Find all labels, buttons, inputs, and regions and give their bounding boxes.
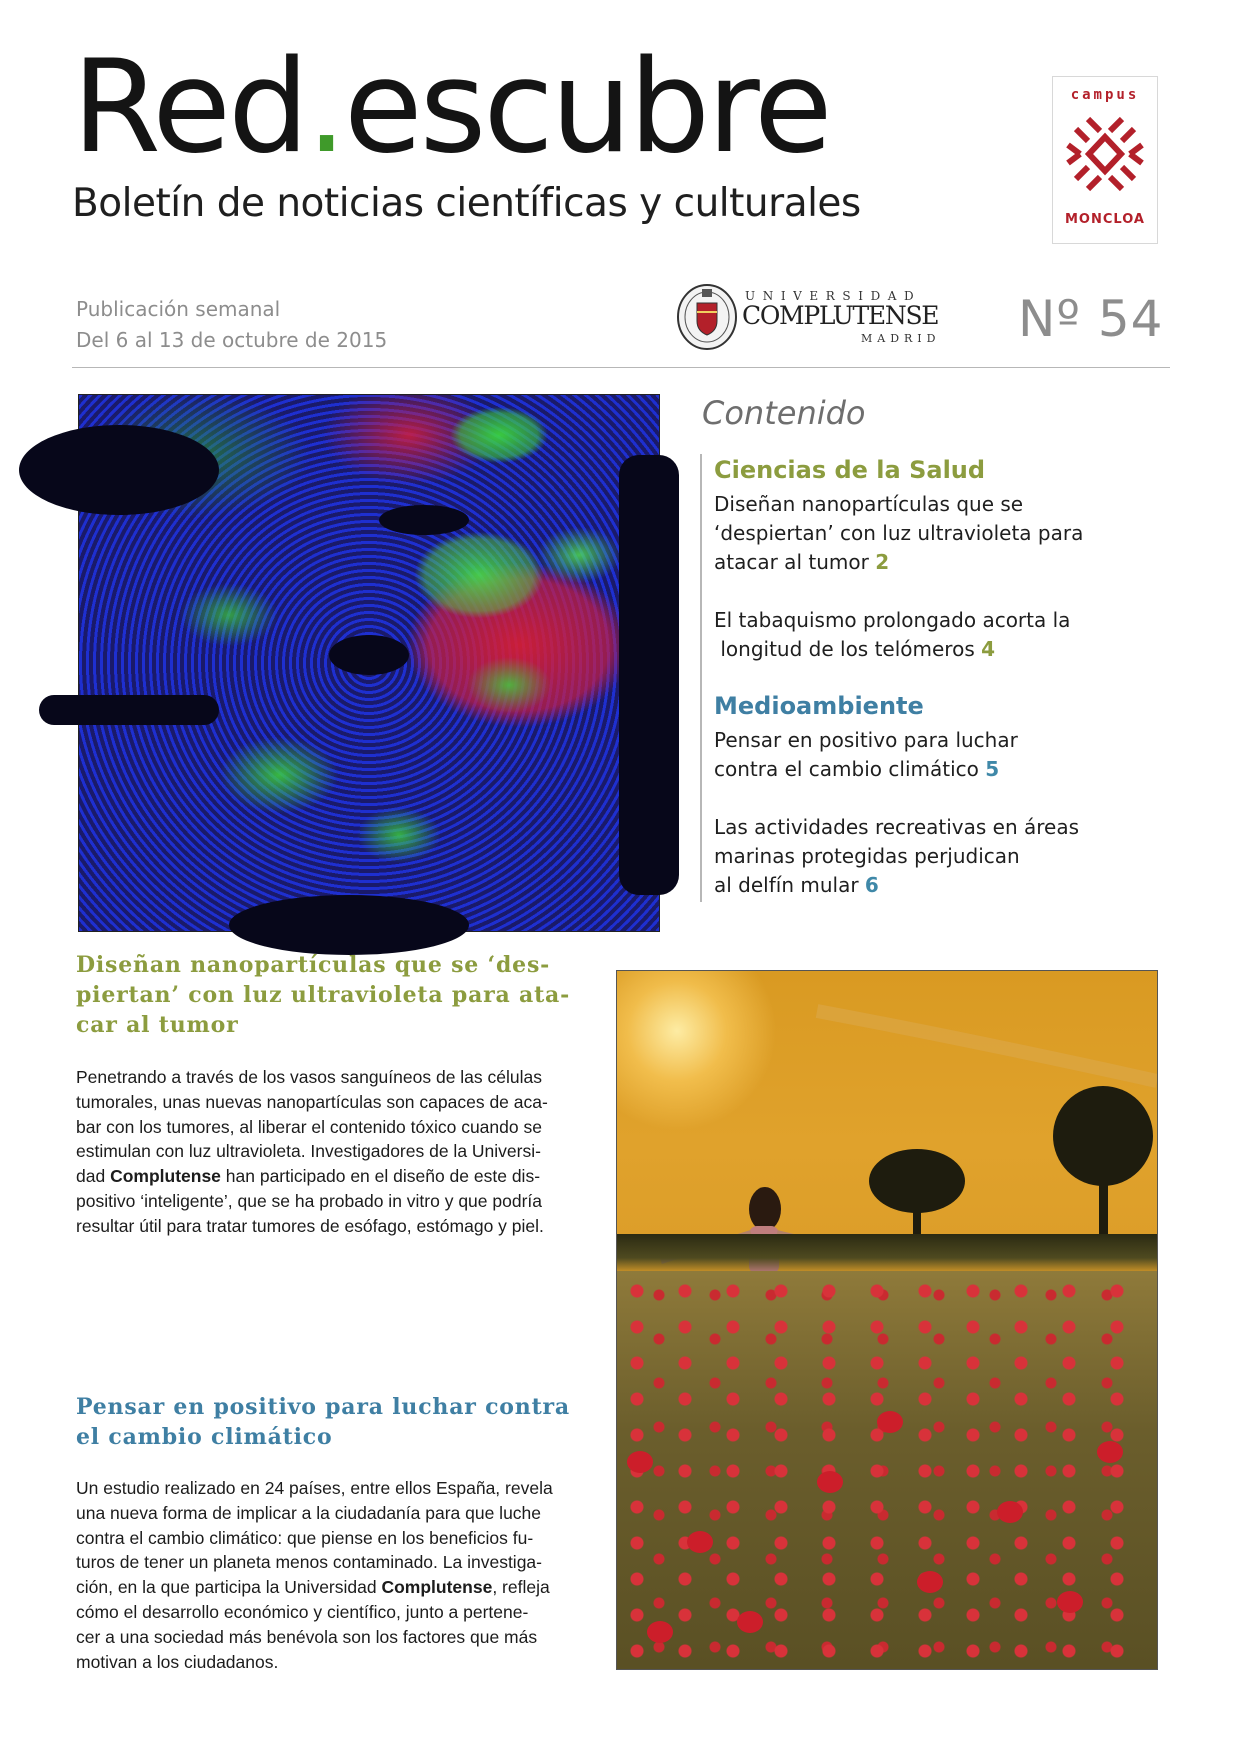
issue-number: Nº 54 — [1018, 290, 1164, 348]
contents-panel — [700, 394, 1160, 897]
contents-section-title: Ciencias de la Salud — [714, 456, 986, 484]
university-logo-line3: MADRID — [861, 332, 941, 345]
highlight-complutense: Complutense — [381, 1577, 493, 1598]
article-title[interactable]: Pensar en positivo para luchar contra el cambio climático — [76, 1394, 570, 1450]
article-body: Un estudio realizado en 24 países, entre ellos España, revela una nueva forma de implicar a la ciudadanía para que luche contra el cambio climático: que piense en los beneficios fu- turos de tener un planeta menos contaminado. La investiga- ción, en la que participa la Universidad Complutense, refleja cómo el desarrollo económico y científico, junto a pertene- cer a una sociedad más benévola son los factores que más motivan a los ciudadanos. — [76, 1478, 553, 1672]
publication-info — [76, 294, 387, 356]
contents-entry[interactable]: Diseñan nanopartículas que se ‘despiertan’ con luz ultravioleta para atacar al tumor 2 — [714, 492, 1084, 574]
page-number: 5 — [985, 757, 1000, 781]
highlight-complutense: Complutense — [110, 1166, 221, 1187]
masthead — [72, 33, 972, 228]
campus-moncloa-emblem-icon — [1066, 111, 1144, 197]
university-crest-icon — [675, 281, 739, 351]
contents-section-title: Medioambiente — [714, 692, 924, 720]
tagline: Boletín de noticias científicas y culturales — [72, 181, 861, 226]
brand-title: Red.escubre — [72, 33, 830, 182]
publication-frequency: Publicación semanal — [76, 297, 281, 321]
article-title[interactable]: Diseñan nanopartículas que se ‘des- piertan’ con luz ultravioleta para ata- car al tumor — [76, 952, 571, 1038]
university-logo-line1: UNIVERSIDAD — [745, 289, 922, 303]
university-logo-line2: COMPLUTENSE — [742, 301, 939, 330]
page-number: 6 — [864, 873, 879, 897]
contents-entry[interactable]: Las actividades recreativas en áreas marinas protegidas perjudican al delfín mular 6 — [714, 815, 1079, 897]
contents-entry[interactable]: Pensar en positivo para luchar contra el cambio climático 5 — [714, 728, 1018, 781]
campus-logo-bottom-text: MONCLOA — [1065, 212, 1145, 227]
header-divider — [72, 367, 1170, 368]
page-number: 2 — [875, 550, 890, 574]
contents-entry[interactable]: El tabaquismo prolongado acorta la longitud de los telómeros 4 — [714, 608, 1071, 661]
page-number: 4 — [981, 637, 996, 661]
article-body: Penetrando a través de los vasos sanguíneos de las células tumorales, unas nuevas nanopartículas son capaces de aca- bar con los tumores, al liberar el contenido tóxico cuando se estimulan con luz ultravioleta. Investigadores de la Universi- dad Complutense han participado en el diseño de este dis- positivo ‘inteligente’, que se ha probado in vitro y que podría resultar útil para tratar tumores de esófago, estómago y piel. — [76, 1067, 548, 1236]
campus-logo-top-text: campus — [1070, 87, 1140, 103]
campus-moncloa-logo — [1052, 76, 1158, 244]
publication-dates: Del 6 al 13 de octubre de 2015 — [76, 328, 388, 352]
microscopy-image — [78, 394, 660, 932]
brand-dot: . — [306, 33, 344, 182]
poppy-field-image — [616, 970, 1158, 1670]
contents-title: Contenido — [702, 394, 866, 432]
university-logo — [675, 281, 957, 351]
contents-list — [700, 454, 1162, 902]
